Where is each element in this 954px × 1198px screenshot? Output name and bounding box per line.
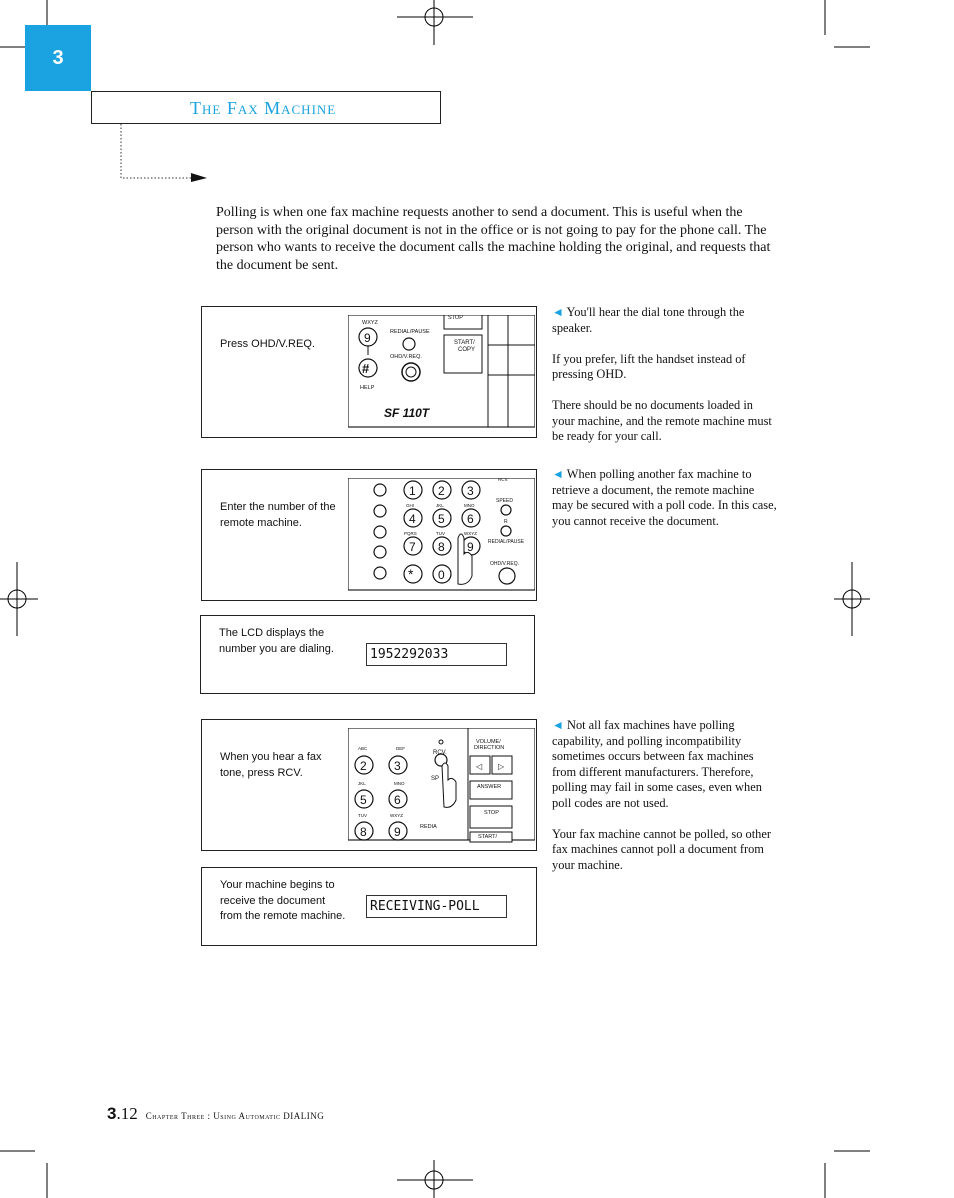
- svg-text:*: *: [408, 566, 414, 582]
- svg-text:SP: SP: [431, 776, 440, 782]
- label-redial: REDIAL/PAUSE: [390, 329, 430, 335]
- page-title: The Fax Machine: [190, 98, 337, 118]
- svg-text:PQRS: PQRS: [404, 531, 417, 536]
- svg-text:WXYZ: WXYZ: [464, 531, 477, 536]
- label-stop: STOP: [448, 315, 463, 321]
- svg-text:STOP: STOP: [484, 810, 499, 816]
- side-note-1: ◄ You'll hear the dial tone through the speaker. If you prefer, lift the handset instead of pressing OHD. There should be no documents loaded in your machine, and the remote machine must be ready for your call.: [552, 305, 772, 443]
- svg-text:5: 5: [360, 793, 367, 807]
- step-label: Your machine begins to receive the document from the remote machine.: [220, 879, 346, 922]
- svg-text:GHI: GHI: [406, 503, 415, 508]
- svg-text:▷: ▷: [498, 762, 505, 771]
- step-label: Enter the number of the remote machine.: [220, 501, 336, 529]
- side-note-2: ◄ When polling another fax machine to retrieve a document, the remote machine may be secured with a poll code. In this case, you cannot receive the document.: [552, 467, 777, 528]
- chapter-tab: 3: [25, 25, 91, 91]
- svg-text:MNO: MNO: [394, 781, 405, 786]
- svg-text:3: 3: [467, 484, 474, 498]
- svg-text:ANSWER: ANSWER: [477, 784, 502, 790]
- svg-text:1: 1: [409, 484, 416, 498]
- key-9: 9: [364, 331, 371, 345]
- blue-arrow-icon: ◄: [552, 305, 564, 319]
- svg-text:MNO: MNO: [464, 503, 475, 508]
- rcv-button-illustration: [348, 728, 535, 848]
- label-start: START/: [454, 340, 475, 346]
- svg-text:7: 7: [409, 540, 416, 554]
- svg-text:JKL: JKL: [358, 781, 366, 786]
- svg-text:9: 9: [467, 540, 474, 554]
- svg-text:RCV.: RCV.: [498, 478, 509, 482]
- page-number: 3: [107, 1104, 117, 1123]
- svg-text:6: 6: [467, 512, 474, 526]
- step-panel-2: [201, 469, 537, 601]
- label-wxyz: WXYZ: [362, 320, 378, 326]
- svg-text:DIRECTION: DIRECTION: [474, 745, 505, 751]
- step-panel-1: [201, 306, 537, 438]
- step-label: Press OHD/V.REQ.: [220, 338, 315, 350]
- svg-text:REDIA: REDIA: [420, 824, 437, 830]
- step-label: The LCD displays the number you are dialing.: [219, 627, 334, 655]
- svg-text:WXYZ: WXYZ: [390, 813, 403, 818]
- svg-text:3: 3: [394, 759, 401, 773]
- page-subnumber: .12: [116, 1104, 138, 1123]
- svg-text:START/: START/: [478, 834, 498, 840]
- intro-paragraph: Polling is when one fax machine requests another to send a document. This is useful when the person with the original document is not in the office or is not going to pay for the phone call. The person who wants to receive the document calls the machine holding the original, and requests that the document be sent.: [216, 205, 771, 273]
- blue-arrow-icon: ◄: [552, 718, 564, 732]
- lcd-display: RECEIVING-POLL: [366, 895, 507, 918]
- svg-text:9: 9: [394, 825, 401, 839]
- step-label: When you hear a fax tone, press RCV.: [220, 751, 322, 779]
- svg-text:TUV: TUV: [436, 531, 445, 536]
- connector-arrow-icon: [115, 124, 215, 184]
- label-help: HELP: [360, 385, 375, 391]
- step-panel-5: [201, 867, 537, 946]
- svg-text:8: 8: [360, 825, 367, 839]
- fax-control-illustration: [348, 315, 535, 435]
- svg-text:COPY: COPY: [458, 347, 476, 353]
- page-footer: [107, 1104, 324, 1124]
- chapter-footer-text: Chapter Three : Using Automatic DIALING: [145, 1111, 325, 1121]
- svg-text:VOLUME/: VOLUME/: [476, 739, 501, 745]
- svg-text:SPEED: SPEED: [496, 498, 513, 504]
- step-panel-4: [201, 719, 537, 851]
- svg-text:ABC: ABC: [358, 746, 368, 751]
- svg-text:#: #: [362, 361, 370, 376]
- svg-text:REDIAL/PAUSE: REDIAL/PAUSE: [488, 539, 525, 545]
- lcd-display: 1952292033: [366, 643, 507, 666]
- svg-text:2: 2: [360, 759, 367, 773]
- svg-text:5: 5: [438, 512, 445, 526]
- svg-text:TUV: TUV: [358, 813, 367, 818]
- svg-text:4: 4: [409, 512, 416, 526]
- svg-text:R: R: [504, 519, 508, 525]
- blue-arrow-icon: ◄: [552, 467, 564, 481]
- svg-text:6: 6: [394, 793, 401, 807]
- svg-text:RCV.: RCV.: [433, 750, 447, 756]
- model-logo: SF 110T: [384, 406, 430, 420]
- svg-text:8: 8: [438, 540, 445, 554]
- side-note-3: ◄ Not all fax machines have polling capability, and polling incompatibility sometimes occurs between fax machines from different manufacturers. Therefore, polling may fail in some cases, even when poll codes are not used. Your fax machine cannot be polled, so other fax machines cannot poll a document from your machine.: [552, 718, 771, 872]
- svg-text:JKL: JKL: [436, 503, 444, 508]
- step-panel-3: [200, 615, 535, 694]
- svg-text:◁: ◁: [476, 762, 483, 771]
- label-ohd: OHD/V.REQ.: [390, 354, 422, 360]
- svg-text:0: 0: [438, 568, 445, 582]
- svg-text:DEF: DEF: [396, 746, 405, 751]
- keypad-illustration: [348, 478, 535, 598]
- svg-text:2: 2: [438, 484, 445, 498]
- svg-text:OHD/V.REQ.: OHD/V.REQ.: [490, 561, 519, 567]
